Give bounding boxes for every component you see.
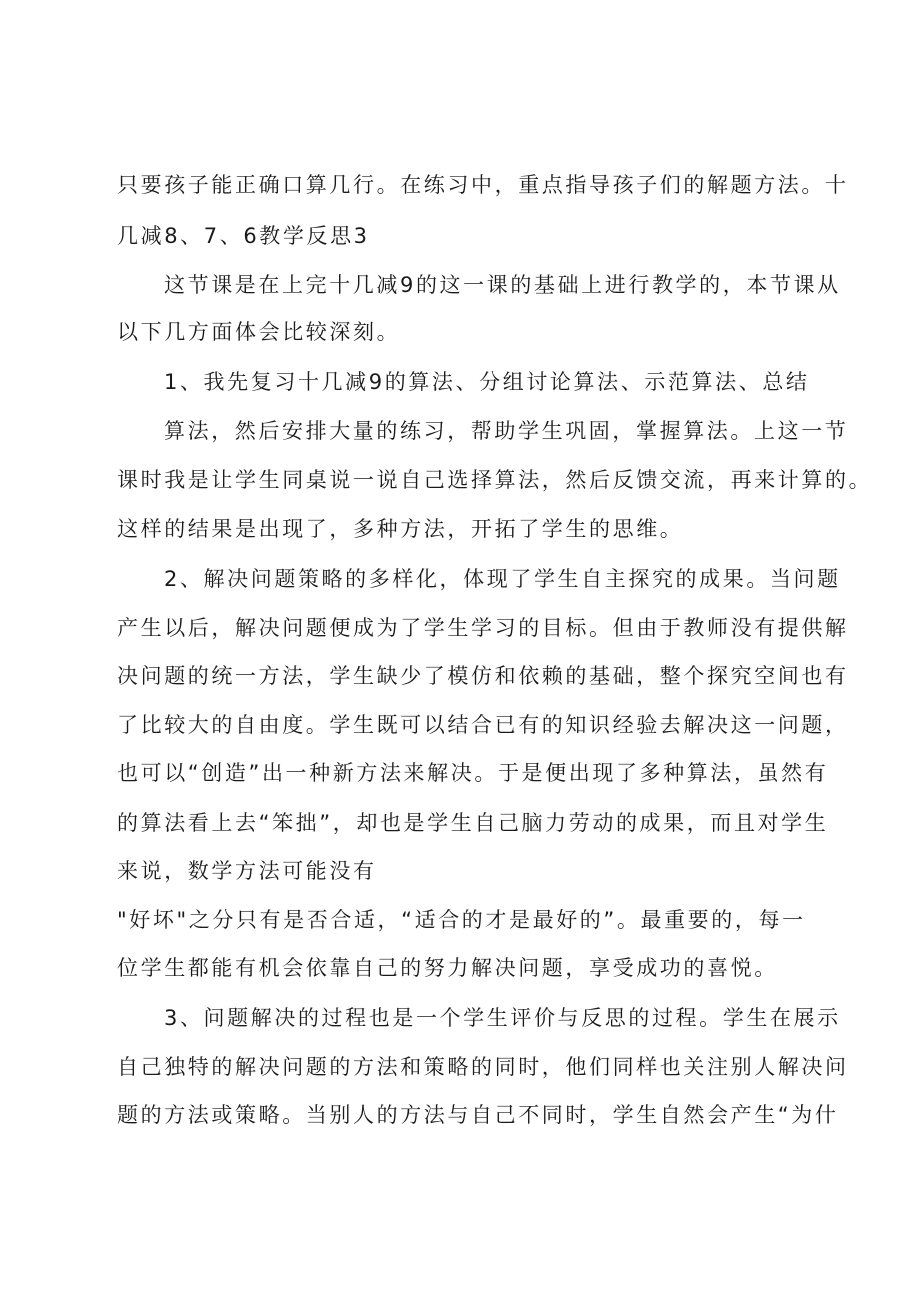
text-line: "好坏"之分只有是否合适，“适合的才是最好的”。最重要的，每一 — [117, 908, 806, 932]
text-line: 只要孩子能正确口算几行。在练习中，重点指导孩子们的解题方法。十 — [117, 173, 849, 197]
text-line: 以下几方面体会比较深刻。 — [117, 320, 401, 344]
text-line: 决问题的统一方法，学生缺少了模仿和依赖的基础，整个探究空间也有 — [117, 664, 849, 688]
text-line: 算法，然后安排大量的练习，帮助学生巩固，掌握算法。上这一节 — [164, 419, 849, 443]
text-line: 课时我是让学生同桌说一说自己选择算法，然后反馈交流，再来计算的。 — [117, 468, 873, 492]
text-line: 来说，数学方法可能没有 — [117, 859, 377, 883]
paragraph-start-line: 这节课是在上完十几减9的这一课的基础上进行教学的，本节课从 — [164, 273, 841, 297]
list-item-1-line: 1、我先复习十几减9的算法、分组讨论算法、示范算法、总结 — [164, 370, 810, 394]
text-line: 产生以后，解决问题便成为了学生学习的目标。但由于教师没有提供解 — [117, 616, 849, 640]
text-line: 几减8、7、6教学反思3 — [117, 224, 370, 248]
text-line: 的算法看上去“笨拙”，却也是学生自己脑力劳动的成果，而且对学生 — [117, 811, 829, 835]
text-line: 题的方法或策略。当别人的方法与自己不同时，学生自然会产生“为什 — [117, 1103, 839, 1127]
text-line: 也可以“创造”出一种新方法来解决。于是便出现了多种算法，虽然有 — [117, 761, 829, 785]
text-line: 位学生都能有机会依靠自己的努力解决问题，享受成功的喜悦。 — [117, 956, 778, 980]
list-item-2-line: 2、解决问题策略的多样化，体现了学生自主探究的成果。当问题 — [164, 567, 841, 591]
list-item-3-line: 3、问题解决的过程也是一个学生评价与反思的过程。学生在展示 — [164, 1006, 841, 1030]
text-line: 这样的结果是出现了，多种方法，开拓了学生的思维。 — [117, 517, 684, 541]
text-line: 自己独特的解决问题的方法和策略的同时，他们同样也关注别人解决问 — [117, 1055, 849, 1079]
text-line: 了比较大的自由度。学生既可以结合已有的知识经验去解决这一问题， — [117, 713, 849, 737]
